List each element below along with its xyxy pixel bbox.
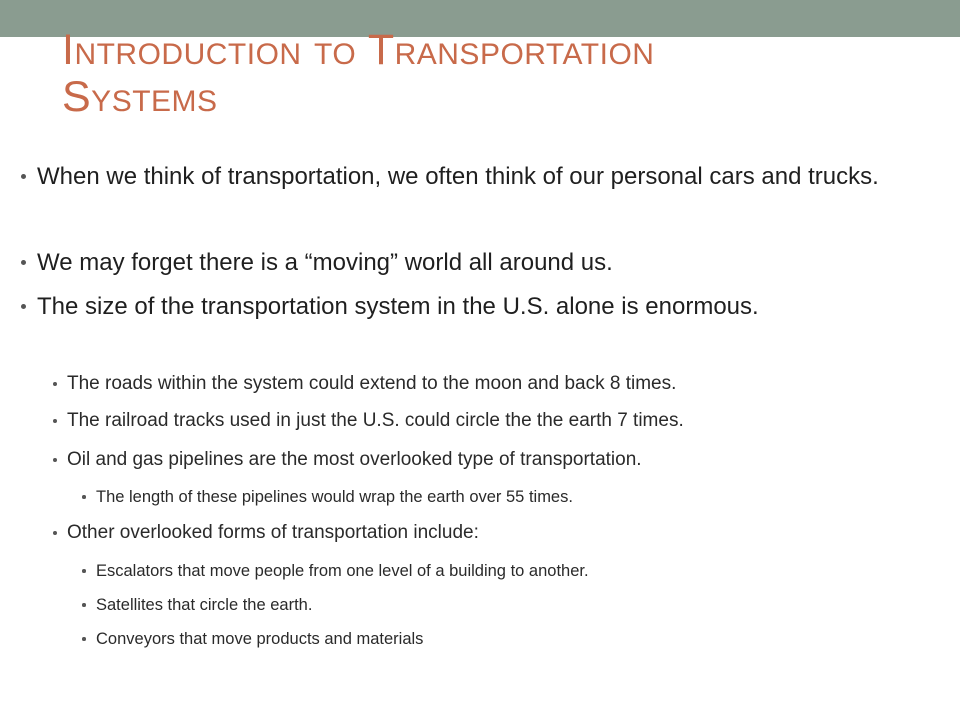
sub-bullet-text: The railroad tracks used in just the U.S. could circle the the earth 7 times.	[67, 410, 684, 431]
bullet-dot-icon	[82, 495, 86, 499]
bullet-item	[37, 160, 917, 193]
sub-bullet-item	[67, 447, 937, 473]
sub-bullet-text: Other overlooked forms of transportation include:	[67, 522, 479, 543]
sub-sub-bullet-item	[96, 486, 936, 508]
bullet-dot-icon	[21, 260, 26, 265]
sub-sub-bullet-text: Conveyors that move products and materials	[96, 630, 424, 648]
sub-sub-bullet-text: Escalators that move people from one level of a building to another.	[96, 562, 589, 580]
sub-bullet-text: The roads within the system could extend to the moon and back 8 times.	[67, 373, 677, 394]
sub-sub-bullet-text: Satellites that circle the earth.	[96, 596, 313, 614]
bullet-text: When we think of transportation, we often think of our personal cars and trucks.	[37, 163, 879, 190]
bullet-dot-icon	[53, 382, 57, 386]
bullet-item	[37, 246, 917, 279]
sub-sub-bullet-item	[96, 594, 936, 616]
bullet-dot-icon	[21, 174, 26, 179]
bullet-dot-icon	[53, 458, 57, 462]
slide-title-line-1: Introduction to Transportation	[62, 26, 655, 74]
sub-sub-bullet-item	[96, 628, 936, 650]
sub-bullet-item	[67, 408, 937, 434]
sub-bullet-item	[67, 520, 937, 546]
bullet-dot-icon	[53, 531, 57, 535]
slide-title-line-2: Systems	[62, 73, 218, 121]
sub-sub-bullet-item	[96, 560, 936, 582]
bullet-dot-icon	[53, 419, 57, 423]
sub-sub-bullet-text: The length of these pipelines would wrap the earth over 55 times.	[96, 488, 573, 506]
bullet-dot-icon	[21, 304, 26, 309]
bullet-item	[37, 290, 917, 323]
bullet-dot-icon	[82, 603, 86, 607]
bullet-dot-icon	[82, 637, 86, 641]
bullet-dot-icon	[82, 569, 86, 573]
sub-bullet-item	[67, 371, 937, 397]
sub-bullet-text: Oil and gas pipelines are the most overlooked type of transportation.	[67, 449, 642, 470]
bullet-text: The size of the transportation system in the U.S. alone is enormous.	[37, 293, 759, 320]
bullet-text: We may forget there is a “moving” world all around us.	[37, 249, 613, 276]
